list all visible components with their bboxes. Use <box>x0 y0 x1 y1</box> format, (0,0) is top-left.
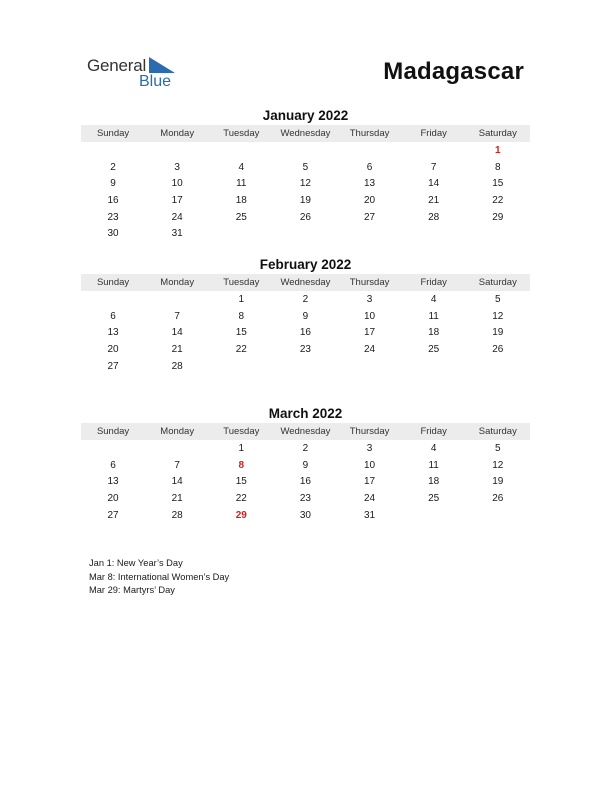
day-cell: 7 <box>174 459 180 471</box>
day-cell: 12 <box>299 178 311 190</box>
logo-blue-text: Blue <box>139 73 172 90</box>
day-cell: 31 <box>364 509 376 521</box>
day-cell: 7 <box>430 161 437 173</box>
day-cell: 1 <box>238 293 245 305</box>
day-cell: 12 <box>492 310 504 322</box>
day-cell: 2 <box>110 161 116 173</box>
day-cell: 8 <box>495 161 501 173</box>
weekday-label: Tuesday <box>223 277 260 288</box>
day-cell: 24 <box>364 492 376 504</box>
day-cell: 2 <box>302 442 309 454</box>
holiday-day-cell: 29 <box>235 509 247 521</box>
weekday-header <box>81 274 530 291</box>
day-cell: 15 <box>235 327 247 339</box>
weekday-label: Friday <box>420 128 447 139</box>
day-cell: 9 <box>110 178 116 190</box>
week-row <box>81 490 530 507</box>
day-cell: 8 <box>238 310 245 322</box>
day-cell: 21 <box>428 194 440 206</box>
day-cell: 20 <box>107 492 119 504</box>
day-cell: 25 <box>428 492 440 504</box>
weekday-label: Saturday <box>478 277 517 288</box>
weekday-label: Thursday <box>349 277 390 288</box>
weekday-label: Saturday <box>478 426 517 437</box>
holiday-note: Jan 1: New Year’s Day <box>89 558 183 568</box>
logo <box>87 54 187 92</box>
weekday-label: Friday <box>420 426 447 437</box>
day-cell: 18 <box>428 476 440 488</box>
day-cell: 4 <box>430 293 437 305</box>
day-cell: 25 <box>235 211 247 223</box>
week-row <box>81 341 530 358</box>
day-cell: 28 <box>171 509 183 521</box>
day-cell: 5 <box>495 293 501 305</box>
weekday-label: Saturday <box>478 128 517 139</box>
holiday-note: Mar 29: Martyrs’ Day <box>89 585 175 595</box>
day-cell: 17 <box>364 327 376 339</box>
day-cell: 29 <box>492 211 504 223</box>
week-row <box>81 457 530 474</box>
week-row <box>81 308 530 325</box>
day-cell: 24 <box>364 343 376 355</box>
weekday-label: Monday <box>160 426 195 437</box>
day-cell: 20 <box>107 343 119 355</box>
week-row <box>81 507 530 524</box>
holiday-day-cell: 8 <box>238 459 245 471</box>
day-cell: 9 <box>302 459 309 471</box>
day-cell: 22 <box>235 492 247 504</box>
day-cell: 6 <box>366 161 373 173</box>
day-cell: 10 <box>171 178 183 190</box>
weekday-label: Wednesday <box>280 128 331 139</box>
day-cell: 31 <box>171 228 183 240</box>
day-cell: 14 <box>171 327 183 339</box>
week-row <box>81 291 530 308</box>
day-cell: 10 <box>364 459 376 471</box>
day-cell: 16 <box>107 194 119 206</box>
day-cell: 3 <box>174 161 180 173</box>
day-cell: 15 <box>235 476 247 488</box>
day-cell: 17 <box>171 194 183 206</box>
day-cell: 20 <box>364 194 376 206</box>
holiday-note: Mar 8: International Women’s Day <box>89 571 230 582</box>
day-cell: 24 <box>171 211 183 223</box>
day-cell: 21 <box>171 492 183 504</box>
week-row <box>81 358 530 375</box>
week-row <box>81 225 530 242</box>
day-cell: 4 <box>238 161 245 173</box>
week-row <box>81 142 530 159</box>
day-cell: 6 <box>110 459 116 471</box>
day-cell: 25 <box>428 343 440 355</box>
day-cell: 3 <box>366 442 373 454</box>
day-cell: 27 <box>107 360 119 372</box>
day-cell: 22 <box>492 194 504 206</box>
day-cell: 5 <box>495 442 501 454</box>
day-cell: 7 <box>174 310 180 322</box>
day-cell: 23 <box>299 492 311 504</box>
day-cell: 23 <box>299 343 311 355</box>
weekday-label: Sunday <box>96 426 130 437</box>
day-cell: 1 <box>238 442 245 454</box>
day-cell: 27 <box>107 509 119 521</box>
day-cell: 21 <box>171 343 183 355</box>
day-cell: 30 <box>299 509 311 521</box>
holiday-notes <box>89 557 229 598</box>
weekday-label: Sunday <box>96 277 130 288</box>
day-cell: 11 <box>236 178 247 190</box>
weekday-label: Tuesday <box>223 128 260 139</box>
month-title: January 2022 <box>262 108 349 123</box>
weekday-header <box>81 125 530 142</box>
day-cell: 11 <box>428 459 439 471</box>
weekday-label: Tuesday <box>223 426 260 437</box>
day-cell: 3 <box>366 293 373 305</box>
day-cell: 2 <box>302 293 309 305</box>
day-cell: 6 <box>110 310 116 322</box>
day-cell: 19 <box>299 194 311 206</box>
weekday-header <box>81 423 530 440</box>
day-cell: 19 <box>492 476 504 488</box>
week-row <box>81 159 530 176</box>
day-cell: 12 <box>492 459 504 471</box>
day-cell: 15 <box>492 178 504 190</box>
day-cell: 16 <box>299 476 311 488</box>
week-row <box>81 209 530 226</box>
day-cell: 4 <box>430 442 437 454</box>
day-cell: 27 <box>364 211 376 223</box>
day-cell: 16 <box>299 327 311 339</box>
weekday-label: Monday <box>160 277 195 288</box>
day-cell: 10 <box>364 310 376 322</box>
day-cell: 14 <box>171 476 183 488</box>
day-cell: 13 <box>107 476 119 488</box>
day-cell: 30 <box>107 228 119 240</box>
weekday-label: Thursday <box>349 128 390 139</box>
day-cell: 28 <box>171 360 183 372</box>
day-cell: 26 <box>299 211 311 223</box>
day-cell: 9 <box>302 310 309 322</box>
day-cell: 26 <box>492 343 504 355</box>
day-cell: 13 <box>107 327 119 339</box>
country-title: Madagascar <box>383 58 524 85</box>
day-cell: 5 <box>302 161 309 173</box>
week-row <box>81 473 530 490</box>
day-cell: 22 <box>235 343 247 355</box>
day-cell: 28 <box>428 211 440 223</box>
logo-general-text: General <box>87 56 147 75</box>
month-calendar <box>81 107 530 242</box>
month-title: March 2022 <box>268 406 343 421</box>
day-cell: 14 <box>428 178 440 190</box>
weekday-label: Monday <box>160 128 195 139</box>
month-title: February 2022 <box>259 257 352 272</box>
day-cell: 11 <box>428 310 439 322</box>
day-cell: 19 <box>492 327 504 339</box>
month-calendar <box>81 256 530 374</box>
day-cell: 17 <box>364 476 376 488</box>
weekday-label: Sunday <box>96 128 130 139</box>
weekday-label: Thursday <box>349 426 390 437</box>
weekday-label: Wednesday <box>280 426 331 437</box>
day-cell: 13 <box>364 178 376 190</box>
day-cell: 18 <box>235 194 247 206</box>
week-row <box>81 440 530 457</box>
week-row <box>81 324 530 341</box>
month-calendar <box>81 405 530 523</box>
week-row <box>81 175 530 192</box>
week-row <box>81 192 530 209</box>
day-cell: 18 <box>428 327 440 339</box>
day-cell: 26 <box>492 492 504 504</box>
weekday-label: Wednesday <box>280 277 331 288</box>
weekday-label: Friday <box>420 277 447 288</box>
holiday-day-cell: 1 <box>495 144 501 156</box>
logo-triangle-icon <box>87 54 187 92</box>
day-cell: 23 <box>107 211 119 223</box>
